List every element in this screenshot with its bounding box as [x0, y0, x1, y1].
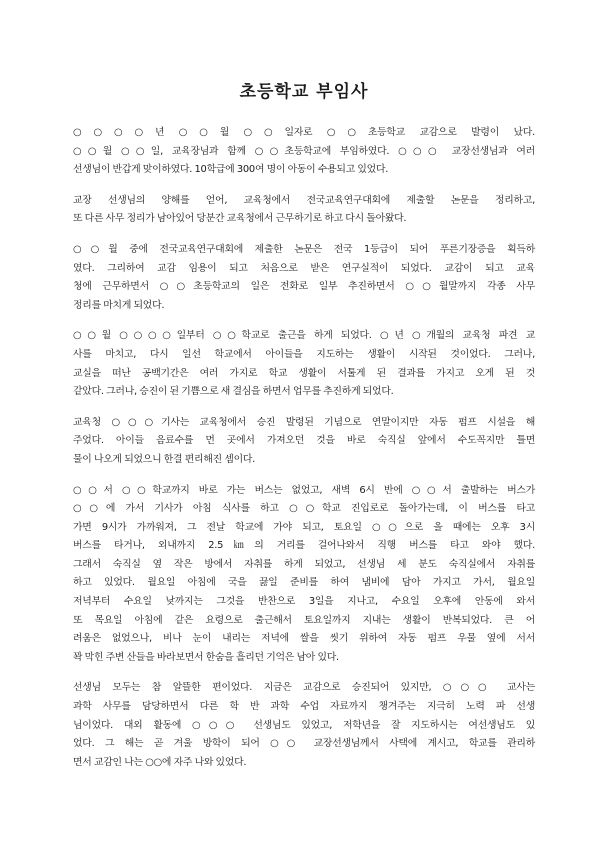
text-line: ○○서 ○○학교까지 바로 가는 버스는 없었고, 새벽 6시 반에 ○○서 출발하는 버스가	[73, 484, 535, 496]
text-line: 면서 교감인 나는 ○○에 자주 나와 있었다.	[73, 756, 247, 768]
paragraph	[73, 192, 535, 229]
text-line: 하고 있었다. 월요일 아침에 국을 끓일 준비를 하여 냄비에 담아 가지고 가서, 월요일	[73, 577, 535, 589]
text-line: 선생님이 반갑게 맞이하였다. 10학급에 300여 명이 아동이 수용되고 있었다.	[73, 164, 389, 176]
text-line: 었다. 그 해는 곧 겨울 방학이 되어 ○○ 교장선생님께서 사택에 계시고, 학교를 관리하	[73, 738, 535, 750]
text-line: 정리를 마치게 되었다.	[73, 299, 165, 311]
text-line: 님이었다. 대외 활동에 ○○○ 선생님도 있었고, 저학년을 잘 지도하시는 여선생님도 있	[73, 719, 535, 731]
paragraph	[73, 679, 535, 772]
text-line: 가면 9시가 가까워져, 그 전날 학교에 가야 되고, 토요일 ○○으로 올 때에는 오후 3시	[73, 521, 535, 533]
text-line: 과학 사무를 담당하면서 다른 학 반 과학 수업 자료까지 챙겨주는 지극히 노력 파 선생	[73, 701, 535, 713]
text-line: 물이 나오게 되었으니 한결 편리해진 셈이다.	[73, 453, 256, 465]
text-line: ○○월 중에 전국교육연구대회에 제출한 논문은 전국 1등급이 되어 푸른기장증을 획득하	[73, 243, 535, 255]
text-line: ○○에 가서 기사가 아침 식사를 하고 ○○학교 진입로로 돌아가는데, 이 버스를 타고	[73, 503, 535, 515]
paragraph	[73, 241, 535, 315]
text-line: 교장 선생님의 양해를 얻어, 교육청에서 전국교육연구대회에 제출할 논문을 정리하고,	[73, 194, 535, 206]
text-line: 려움은 없었으나, 비나 눈이 내리는 저녁에 쌀을 씻기 위하여 자동 펌프 우물 옆에 서서	[73, 633, 535, 645]
text-line: 청에 근무하면서 ○○초등학교의 일은 전화로 일부 추진하면서 ○○월말까지 각종 사무	[73, 281, 535, 293]
paragraph	[73, 482, 535, 668]
text-line: 그래서 숙직실 옆 작은 방에서 자취를 하게 되었고, 선생님 세 분도 숙직실에서 자취를	[73, 558, 535, 570]
text-line: 또 다른 사무 정리가 남아있어 당분간 교육청에서 근무하기로 하고 다시 돌아왔다.	[73, 213, 407, 225]
text-line: 사를 마치고, 다시 일선 학교에서 아이들을 지도하는 생활이 시작된 것이었다. 그러나,	[73, 348, 535, 360]
text-line: ○○월 ○○○○일부터 ○○학교로 출근을 하게 되었다. ○년 ○개월의 교육청 파견 교	[73, 330, 535, 342]
document-title: 초등학교 부임사	[239, 82, 369, 102]
text-line: 꽉 막힌 주변 산들을 바라보면서 한숨을 흘리던 기억은 남아 있다.	[73, 651, 339, 663]
text-line: 주었다. 아이들 음료수를 먼 곳에서 가져오던 것을 바로 숙직실 앞에서 수도꼭지만 틀면	[73, 435, 535, 447]
text-line: ○○월 ○○일, 교육장님과 함께 ○○초등학교에 부임하였다. ○○○ 교장선생님과 여러	[73, 145, 535, 157]
paragraph	[73, 124, 535, 180]
paragraph	[73, 327, 535, 401]
text-line: 저녁부터 수요일 낮까지는 그것을 반찬으로 3일을 지나고, 수요일 오후에 안동에 와서	[73, 596, 535, 608]
text-line: 교실을 떠난 공백기간은 여러 가지로 학교 생활이 서툴게 된 결과를 가지고 오게 된 것	[73, 367, 535, 379]
paragraph	[73, 414, 535, 470]
text-line: 선생님 모두는 참 알뜰한 편이었다. 지금은 교감으로 승진되어 있지만, ○○○ 교사는	[73, 682, 535, 694]
document-body	[73, 124, 535, 772]
text-line: 같았다. 그러나, 승진이 된 기쁨으로 새 결심을 하면서 업무를 추진하게 되었다.	[73, 386, 394, 398]
text-line: 버스를 타거나, 외내까지 2.5㎞의 거리를 걸어나와서 직행 버스를 타고 와야 했다.	[73, 540, 535, 552]
text-line: 였다. 그리하여 교감 임용이 되고 처음으로 받은 연구실적이 되었다. 교감이 되고 교육	[73, 262, 535, 274]
text-line: 교육청 ○○○기사는 교육청에서 승진 발령된 기념으로 연말이지만 자동 펌프 시설을 해	[73, 416, 535, 428]
text-line: ○○○○년 ○○월 ○○일자로 ○○초등학교 교감으로 발령이 났다.	[73, 127, 535, 138]
text-line: 또 목요일 아침에 같은 요령으로 출근해서 토요일까지 지내는 생활이 반복되었다. 큰 어	[73, 614, 535, 626]
